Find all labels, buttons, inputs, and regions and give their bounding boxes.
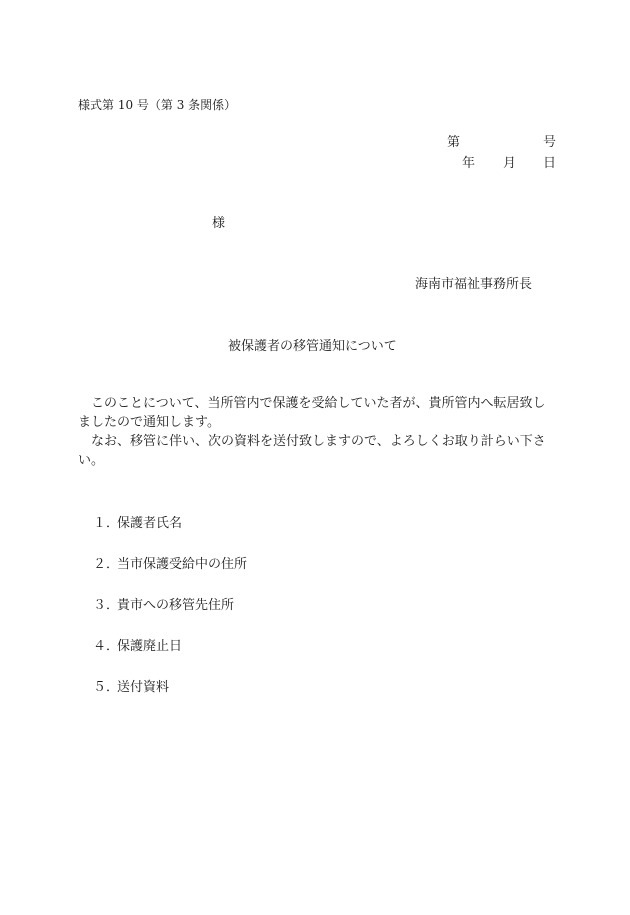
list-item [93,639,247,680]
list-item-number: ４． [93,639,120,654]
list-item-label: 保護廃止日 [117,639,183,654]
date-year-label: 年 [462,156,476,171]
reference-number-prefix: 第 [447,135,461,150]
list-item-label: 当市保護受給中の住所 [117,557,248,572]
list-item [93,680,247,721]
sender-title: 海南市福祉事務所長 [415,277,533,292]
reference-number-suffix: 号 [543,135,557,150]
addressee-honorific: 様 [212,216,226,231]
list-item [93,598,247,639]
body-paragraph-1: このことについて、当所管内で保護を受給していた者が、貴所管内へ転居致しましたので通知します。 [78,396,546,430]
date-day-label: 日 [543,156,557,171]
enclosure-list [93,516,247,721]
list-item-number: １． [93,516,120,531]
document-subject: 被保護者の移管通知について [228,339,397,354]
list-item-number: ３． [93,598,120,613]
list-item-number: ５． [93,680,120,695]
list-item [93,516,247,557]
list-item-number: ２． [93,557,120,572]
list-item-label: 貴市への移管先住所 [117,598,235,613]
date-month-label: 月 [503,156,517,171]
list-item-label: 保護者氏名 [117,516,183,531]
list-item-label: 送付資料 [117,680,170,695]
form-number: 様式第 10 号（第 3 条関係） [78,98,237,112]
body-paragraph-2: なお、移管に伴い、次の資料を送付致しますので、よろしくお取り計らい下さい。 [78,434,546,468]
list-item [93,557,247,598]
body-text [78,394,558,470]
